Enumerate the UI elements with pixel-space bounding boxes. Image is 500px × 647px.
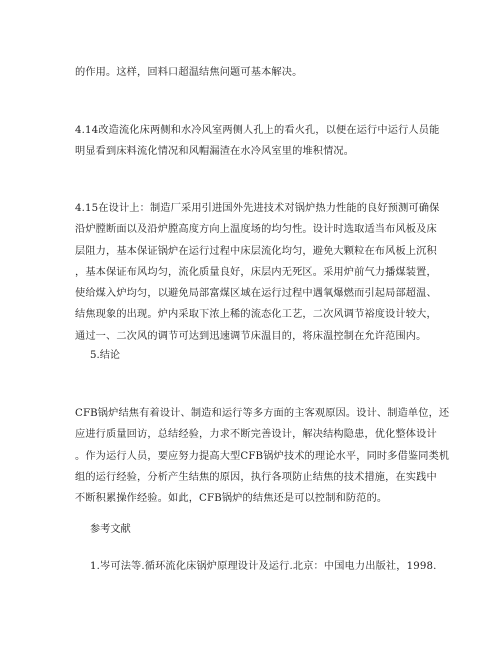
text-line: 沿炉膛断面以及沿炉膛高度方向上温度场的均匀性。设计时选取适当布风板及床	[75, 224, 437, 236]
text-line: 不断积累操作经验。如此，CFB锅炉的结焦还是可以控制和防范的。	[75, 493, 388, 505]
text-line: ，基本保证布风均匀，流化质量良好，床层内无死区。采用炉前气力播煤装置，	[75, 266, 437, 278]
text-line: 应进行质量回访，总结经验，力求不断完善设计，解决结构隐患，优化整体设计	[75, 429, 437, 441]
text-line: 层阻力，基本保证锅炉在运行过程中床层流化均匀，避免大颗粒在布风板上沉积	[75, 245, 437, 257]
paragraph-conclusion	[75, 403, 450, 509]
text-line: 明显看到床料流化情况和风帽漏渣在水冷风室里的堆积情况。	[75, 146, 355, 158]
text-line: 4.15在设计上：制造厂采用引进国外先进技术对锅炉热力性能的良好预测可确保	[75, 203, 440, 214]
text-line: 使给煤入炉均匀，以避免局部富煤区域在运行过程中遇氧爆燃而引起局部超温、	[75, 288, 437, 300]
text-line: 组的运行经验，分析产生结焦的原因，执行各项防止结焦的技术措施，在实践中	[75, 471, 437, 483]
text-line: 4.14改造流化床两侧和水冷风室两侧人孔上的看火孔，以便在运行中运行人员能	[75, 125, 440, 136]
paragraph-continued	[75, 62, 430, 83]
text-line: 通过一、二次风的调节可达到迅速调节床温目的，将床温控制在允许范围内。	[75, 330, 427, 342]
paragraph-4-14	[75, 120, 440, 163]
text-line: 的作用。这样，回料口超温结焦问题可基本解决。	[75, 67, 303, 78]
section-heading-conclusion: 5.结论	[90, 350, 121, 361]
text-line: 结焦现象的出现。炉内采取下浓上稀的流态化工艺，二次风调节裕度设计较大，	[75, 309, 437, 321]
reference-list	[90, 556, 445, 577]
text-line: 。作为运行人员，要应努力提高大型CFB锅炉技术的理论水平，同时多借鉴同类机	[75, 450, 450, 462]
section-heading-references: 参考文献	[90, 524, 131, 535]
text-line: CFB锅炉结焦有着设计、制造和运行等多方面的主客观原因。设计、制造单位，还	[75, 408, 450, 419]
paragraph-4-15	[75, 198, 440, 347]
reference-item: 1.岑可法等.循环流化床锅炉原理设计及运行.北京：中国电力出版社，1998.	[90, 561, 437, 572]
